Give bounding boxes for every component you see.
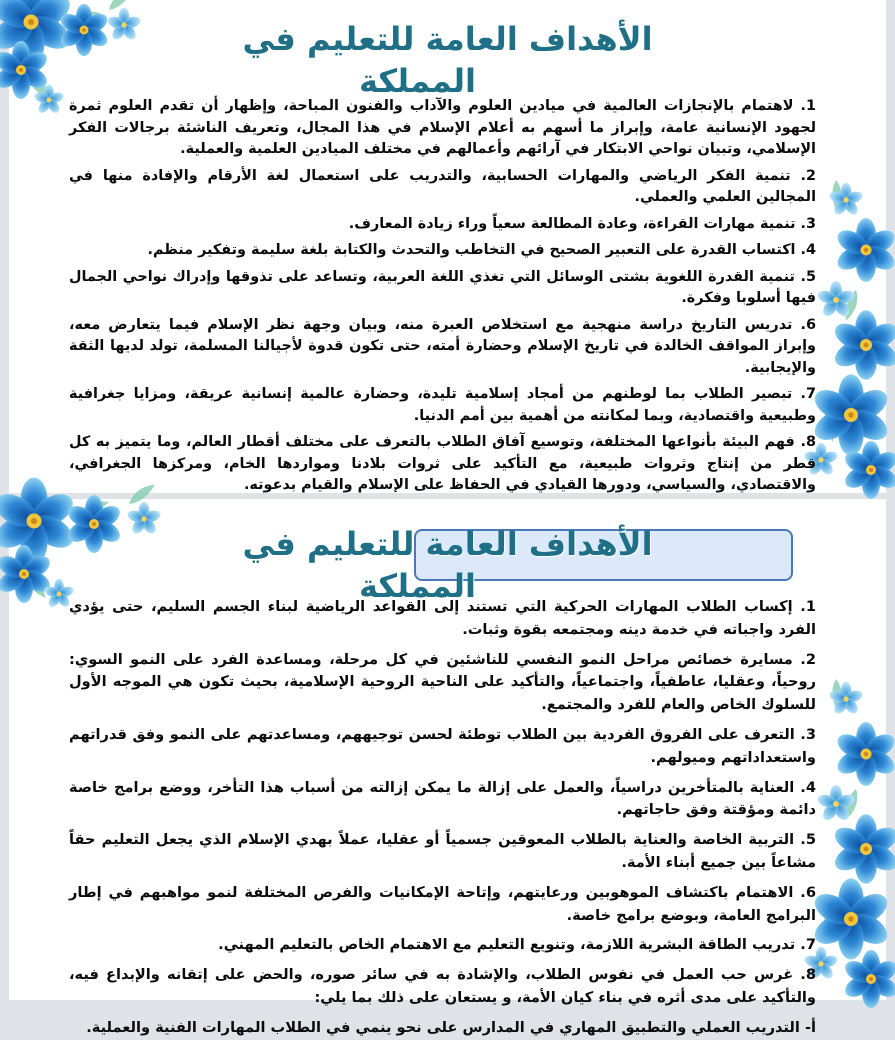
list-item: 7. تدريب الطاقة البشرية اللازمة، وتنويع التعليم مع الاهتمام الخاص بالتعليم المهني. (218, 936, 816, 954)
page-title: الأهداف العامة للتعليم في المملكة (242, 525, 653, 605)
list-item: 8. فهم البيئة بأنواعها المختلفة، وتوسيع آفاق الطلاب بالتعرف على مختلف أقطار العالم، وما يتميز به كل قطر من إنتاج وثروات طبيعية، مع التأكيد على ثروات بلادنا ومواردها الخام، ومركزها الجغرافي، والاقتصادي، والسياسي، ودورها القيادي في الحفاظ على الإسلام والقيام بدعوته. (69, 434, 816, 493)
list-item: 2. تنمية الفكر الرياضي والمهارات الحسابية، والتدريب على استعمال لغة الأرقام والإفادة منها في المجالين العلمي والعملي. (69, 167, 816, 205)
list-item: 5. التربية الخاصة والعناية بالطلاب المعوقين جسمياً أو عقليا، عملاً بهدي الإسلام الذي يجعل التعليم حقاً مشاعاً بين جميع أبناء الأمة. (69, 831, 816, 871)
list-item: 1. لاهتمام بالإنجازات العالمية في ميادين العلوم والآداب والفنون المباحة، وإظهار أن تقدم العلوم ثمرة لجهود الإنسانية عامة، وإبراز ما أسهم به أعلام الإسلام في هذا المجال، وتعريف الناشئة برجالات الفكر الإسلامي، وتبيان نواحي الابتكار في آرائهم وأعمالهم في مختلف الميادين العلمية والعملية. (69, 98, 816, 157)
list-item: 1. إكساب الطلاب المهارات الحركية التي تستند إلى القواعد الرياضية لبناء الجسم السليم، حتى يؤدي الفرد واجباته في خدمة دينه ومجتمعه بقوة وثبات. (69, 598, 816, 638)
document-page-2 (9, 499, 886, 1036)
list-item: 5. تنمية القدرة اللغوية بشتى الوسائل التي تغذي اللغة العربية، وتساعد على تذوقها وإدراك نواحي الجمال فيها أسلوبا وفكرة. (69, 268, 816, 306)
goals-list (69, 596, 816, 1040)
page-title: الأهداف العامة للتعليم في المملكة (242, 20, 653, 100)
list-item: 7. تبصير الطلاب بما لوطنهم من أمجاد إسلامية تليدة، وحضارة عالمية إنسانية عريقة، ومزايا جغرافية وطبيعية واقتصادية، وبما لمكانته من أهمية بين أمم الدنيا. (69, 386, 816, 424)
list-item: 2. مسايرة خصائص مراحل النمو النفسي للناشئين في كل مرحلة، ومساعدة الفرد على النمو السوي: روحياً، وعقليا، عاطفياً، واجتماعياً، والتأكيد على الناحية الروحية الإسلامية، بحيث تكون هي الموجه الأول للسلوك الخاص والعام للفرد والمجتمع. (69, 650, 816, 714)
list-item: 4. العناية بالمتأخرين دراسياً، والعمل على إزالة ما يمكن إزالته من أسباب هذا التأخر، ووضع برامج خاصة دائمة ومؤقتة وفق حاجاتهم. (69, 778, 816, 819)
goals-list (69, 96, 816, 497)
list-item: 4. اكتساب القدرة على التعبير الصحيح في التخاطب والتحدث والكتابة بلغة سليمة وتفكير منظم. (147, 242, 816, 258)
list-item: 8. غرس حب العمل في نفوس الطلاب، والإشادة به في سائر صوره، والحض على إتقانه والإبداع فيه، والتأكيد على مدى أثره في بناء كيان الأمة، و يستعان على ذلك بما يلي: (69, 966, 816, 1006)
list-item: 3. تنمية مهارات القراءة، وعادة المطالعة سعياً وراء زيادة المعارف. (348, 215, 816, 232)
document-page-1 (9, 0, 886, 493)
list-item: 6. الاهتمام باكتشاف الموهوبين ورعايتهم، وإتاحة الإمكانيات والفرص المختلفة لنمو مواهبهم في إطار البرامج العامة، وبوضع برامج خاصة. (69, 883, 816, 924)
list-item: 6. تدريس التاريخ دراسة منهجية مع استخلاص العبرة منه، وبيان وجهة نظر الإسلام فيما يتعارض معه، وإبراز المواقف الخالدة في تاريخ الإسلام وحضارة أمته، حتى تكون قدوة لأجيالنا المسلمة، تولد لديها الثقة والإيجابية. (69, 316, 816, 376)
list-item: 3. التعرف على الفروق الفردية بين الطلاب توطئة لحسن توجيههم، ومساعدتهم على النمو وفق قدراتهم واستعداداتهم وميولهم. (69, 725, 816, 766)
list-item: أ- التدريب العملي والتطبيق المهاري في المدارس على نحو ينمي في الطلاب المهارات الفنية والعملية. (86, 1018, 816, 1036)
